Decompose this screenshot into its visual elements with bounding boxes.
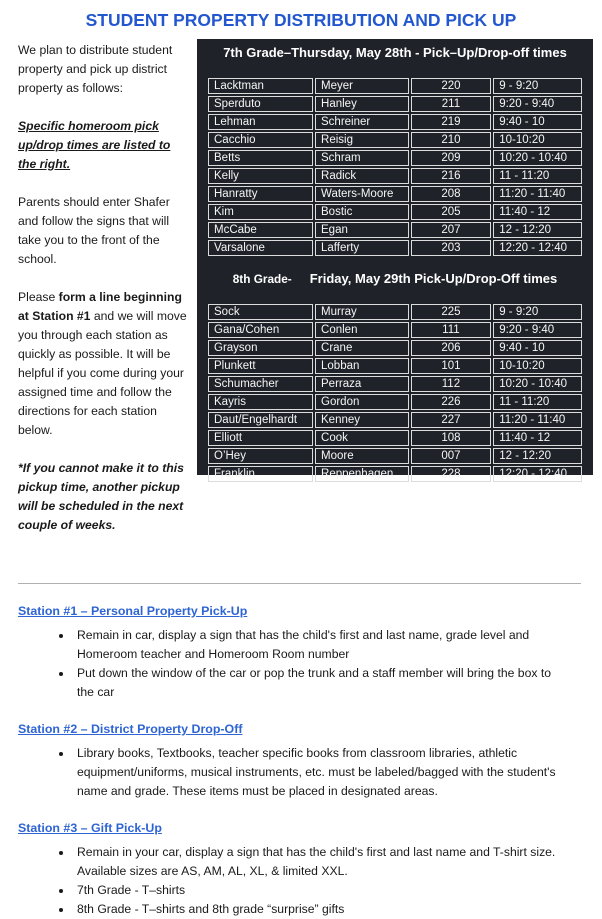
grade8-date-label: Friday, May 29th Pick-Up/Drop-Off times xyxy=(309,271,558,286)
schedule-cell: 205 xyxy=(411,204,492,220)
schedule-cell: 227 xyxy=(411,412,492,428)
schedule-cell: 11 - 11:20 xyxy=(493,168,582,184)
schedule-cell: Cacchio xyxy=(208,132,313,148)
schedule-row xyxy=(208,222,582,238)
schedule-cell: 11 - 11:20 xyxy=(493,394,582,410)
sidebar-paragraph-distribute: We plan to distribute student property and pick up district property as follows: xyxy=(18,43,173,95)
schedule-cell: 219 xyxy=(411,114,492,130)
schedule-panel xyxy=(197,39,593,480)
schedule-cell: 11:40 - 12 xyxy=(493,430,582,446)
schedule-row xyxy=(208,132,582,148)
schedule-cell: 9 - 9:20 xyxy=(493,304,582,320)
schedule-cell: 12 - 12:20 xyxy=(493,448,582,464)
schedule-cell: O’Hey xyxy=(208,448,313,464)
schedule-cell: Lobban xyxy=(315,358,409,374)
schedule-cell: Grayson xyxy=(208,340,313,356)
schedule-cell: Plunkett xyxy=(208,358,313,374)
schedule-cell: 101 xyxy=(411,358,492,374)
schedule-cell: 10:20 - 10:40 xyxy=(493,150,582,166)
schedule-row xyxy=(208,150,582,166)
schedule-cell: 225 xyxy=(411,304,492,320)
page-title: STUDENT PROPERTY DISTRIBUTION AND PICK UP xyxy=(85,10,517,30)
schedule-cell: Reisig xyxy=(315,132,409,148)
station-3-bullet: • Remain in your car, display a sign that has the child's first and last name and T-shirt size. Available sizes are AS, AM, AL, XL, & limited XXL. xyxy=(73,843,557,881)
schedule-cell: 203 xyxy=(411,240,492,256)
grade8-schedule-table xyxy=(206,302,584,484)
schedule-row xyxy=(208,78,582,94)
schedule-row xyxy=(208,304,582,320)
schedule-cell: Kelly xyxy=(208,168,313,184)
schedule-row xyxy=(208,96,582,112)
schedule-cell: 228 xyxy=(411,466,492,482)
schedule-cell: Kenney xyxy=(315,412,409,428)
schedule-cell: Cook xyxy=(315,430,409,446)
schedule-cell: 216 xyxy=(411,168,492,184)
schedule-row xyxy=(208,240,582,256)
schedule-cell: Sperduto xyxy=(208,96,313,112)
schedule-cell: 209 xyxy=(411,150,492,166)
schedule-cell: Meyer xyxy=(315,78,409,94)
schedule-cell: 108 xyxy=(411,430,492,446)
station-3-heading: Station #3 – Gift Pick-Up xyxy=(18,821,162,835)
schedule-cell: Schreiner xyxy=(315,114,409,130)
schedule-row xyxy=(208,412,582,428)
schedule-cell: 208 xyxy=(411,186,492,202)
schedule-cell: 9:20 - 9:40 xyxy=(493,322,582,338)
grade7-schedule-header: 7th Grade–Thursday, May 28th - Pick–Up/Drop-off times xyxy=(223,45,567,60)
schedule-cell: Waters-Moore xyxy=(315,186,409,202)
schedule-cell: Bostic xyxy=(315,204,409,220)
schedule-cell: 10-10:20 xyxy=(493,132,582,148)
schedule-cell: 007 xyxy=(411,448,492,464)
schedule-cell: 11:20 - 11:40 xyxy=(493,412,582,428)
schedule-cell: 10-10:20 xyxy=(493,358,582,374)
grade7-schedule-table xyxy=(206,76,584,258)
schedule-cell: 207 xyxy=(411,222,492,238)
schedule-cell: 12 - 12:20 xyxy=(493,222,582,238)
schedule-cell: Conlen xyxy=(315,322,409,338)
form-line-prefix: Please xyxy=(18,290,59,304)
schedule-cell: Gordon xyxy=(315,394,409,410)
station-1-bullet-list xyxy=(18,626,582,702)
schedule-cell: Schumacher xyxy=(208,376,313,392)
section-divider xyxy=(18,583,581,584)
station-1-bullet: • Put down the window of the car or pop the trunk and a staff member will bring the box to the car xyxy=(73,664,557,702)
schedule-cell: Lehman xyxy=(208,114,313,130)
schedule-cell: 9:40 - 10 xyxy=(493,340,582,356)
schedule-cell: 226 xyxy=(411,394,492,410)
schedule-cell: 12:20 - 12:40 xyxy=(493,466,582,482)
schedule-cell: 220 xyxy=(411,78,492,94)
schedule-cell: Reppenhagen xyxy=(315,466,409,482)
schedule-row xyxy=(208,114,582,130)
schedule-cell: 10:20 - 10:40 xyxy=(493,376,582,392)
stations-section xyxy=(0,604,602,919)
schedule-row xyxy=(208,204,582,220)
station-3-bullet: • 8th Grade - T–shirts and 8th grade “surprise” gifts xyxy=(73,900,557,919)
schedule-cell: Hanratty xyxy=(208,186,313,202)
schedule-cell: Schram xyxy=(315,150,409,166)
schedule-row xyxy=(208,394,582,410)
schedule-cell: 111 xyxy=(411,322,492,338)
schedule-cell: Kayris xyxy=(208,394,313,410)
schedule-row xyxy=(208,376,582,392)
schedule-cell: Kim xyxy=(208,204,313,220)
form-line-suffix: and we will move you through each station as quickly as possible. It will be helpful if you come during your assigned time and follow the directions for each station below. xyxy=(18,309,187,437)
schedule-cell: 9:40 - 10 xyxy=(493,114,582,130)
schedule-cell: Gana/Cohen xyxy=(208,322,313,338)
schedule-cell: Lacktman xyxy=(208,78,313,94)
schedule-cell: 11:20 - 11:40 xyxy=(493,186,582,202)
schedule-cell: Murray xyxy=(315,304,409,320)
schedule-cell: 11:40 - 12 xyxy=(493,204,582,220)
schedule-cell: Varsalone xyxy=(208,240,313,256)
sidebar-paragraph-alternate-pickup: *If you cannot make it to this pickup time, another pickup will be scheduled in the next couple of weeks. xyxy=(18,461,184,532)
schedule-row xyxy=(208,168,582,184)
schedule-row xyxy=(208,322,582,338)
station-3-bullet: • 7th Grade - T–shirts xyxy=(73,881,557,900)
schedule-cell: Crane xyxy=(315,340,409,356)
schedule-row xyxy=(208,448,582,464)
schedule-cell: Lafferty xyxy=(315,240,409,256)
grade8-label: 8th Grade- xyxy=(232,272,292,286)
schedule-cell: Egan xyxy=(315,222,409,238)
station-2-heading: Station #2 – District Property Drop-Off xyxy=(18,722,243,736)
schedule-cell: Sock xyxy=(208,304,313,320)
schedule-cell: 206 xyxy=(411,340,492,356)
station-3-bullet-list xyxy=(18,843,582,919)
schedule-cell: 210 xyxy=(411,132,492,148)
schedule-cell: Franklin xyxy=(208,466,313,482)
form-line-bold: form a line beginning at Station #1 xyxy=(18,290,182,323)
schedule-cell: Daut/Engelhardt xyxy=(208,412,313,428)
sidebar-paragraph-homeroom-times: Specific homeroom pick up/drop times are listed to the right. xyxy=(18,119,171,171)
schedule-cell: Betts xyxy=(208,150,313,166)
schedule-cell: Hanley xyxy=(315,96,409,112)
sidebar-paragraph-form-line xyxy=(18,288,190,440)
grade8-schedule-header xyxy=(197,271,593,287)
sidebar-instructions xyxy=(18,39,190,554)
schedule-cell: 9:20 - 9:40 xyxy=(493,96,582,112)
schedule-cell: Moore xyxy=(315,448,409,464)
station-2-bullet-list xyxy=(18,744,582,801)
schedule-cell: 12:20 - 12:40 xyxy=(493,240,582,256)
schedule-row xyxy=(208,340,582,356)
schedule-row xyxy=(208,186,582,202)
schedule-cell: 211 xyxy=(411,96,492,112)
schedule-cell: Perraza xyxy=(315,376,409,392)
station-1-heading: Station #1 – Personal Property Pick-Up xyxy=(18,604,248,618)
sidebar-paragraph-enter-shafer: Parents should enter Shafer and follow the signs that will take you to the front of the school. xyxy=(18,195,170,266)
station-1-bullet: • Remain in car, display a sign that has the child's first and last name, grade level and Homeroom teacher and Homeroom Room number xyxy=(73,626,557,664)
schedule-cell: McCabe xyxy=(208,222,313,238)
schedule-cell: 112 xyxy=(411,376,492,392)
schedule-cell: Elliott xyxy=(208,430,313,446)
schedule-row xyxy=(208,466,582,482)
schedule-row xyxy=(208,358,582,374)
main-content xyxy=(18,39,602,554)
schedule-row xyxy=(208,430,582,446)
schedule-cell: 9 - 9:20 xyxy=(493,78,582,94)
schedule-cell: Radick xyxy=(315,168,409,184)
station-2-bullet: • Library books, Textbooks, teacher specific books from classroom libraries, athletic equipment/uniforms, musical instruments, etc. must be labeled/bagged with the student's name and grade. These items must be placed in designated areas. xyxy=(73,744,557,801)
